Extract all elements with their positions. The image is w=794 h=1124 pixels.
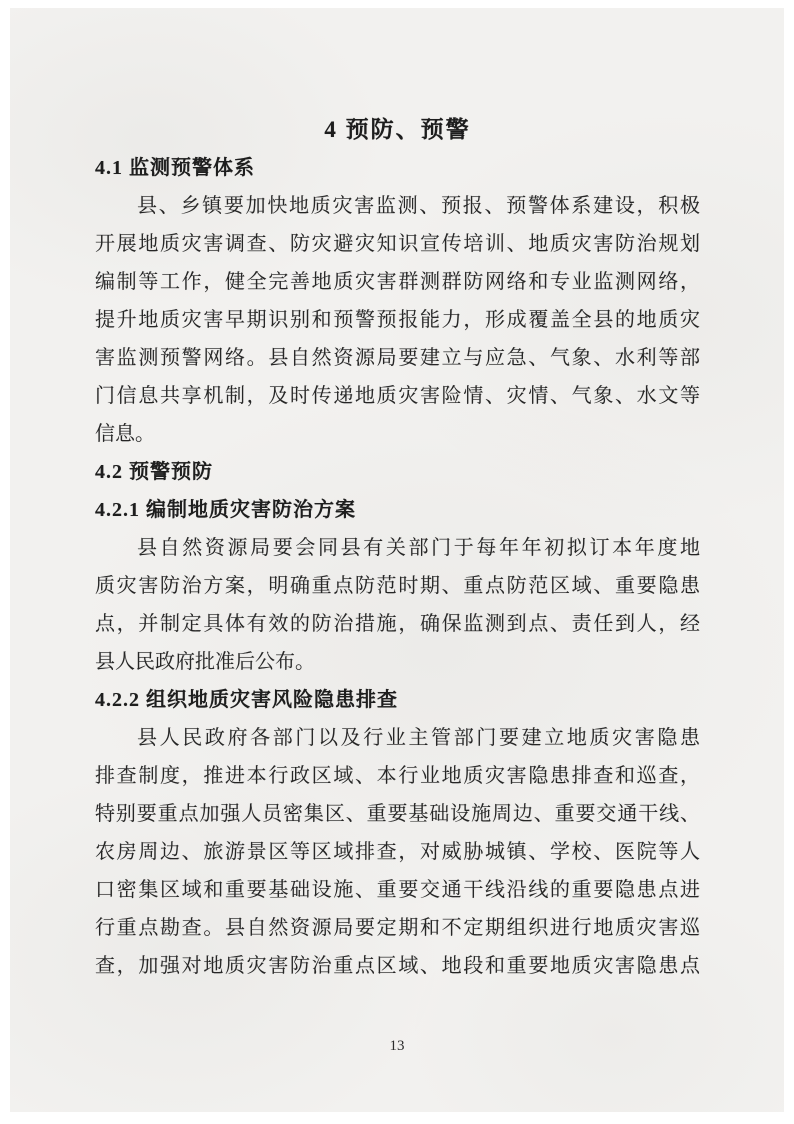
text-line: 查，加强对地质灾害防治重点区域、地段和重要地质灾害隐患点 <box>95 955 700 977</box>
page-title: 4 预防、预警 <box>324 117 471 142</box>
text-line: 害监测预警网络。县自然资源局要建立与应急、气象、水利等部 <box>95 347 700 369</box>
section-heading-4-2-1: 4.2.1 编制地质灾害防治方案 <box>95 499 356 521</box>
text-line: 排查制度，推进本行政区域、本行业地质灾害隐患排查和巡查， <box>95 765 700 787</box>
text-line: 编制等工作，健全完善地质灾害群测群防网络和专业监测网络， <box>95 271 700 293</box>
paragraph-monitoring-system <box>95 187 700 453</box>
text-line: 县人民政府各部门以及行业主管部门要建立地质灾害隐患 <box>137 727 700 749</box>
section-heading-4-2: 4.2 预警预防 <box>95 461 213 483</box>
text-line: 特别要重点加强人员密集区、重要基础设施周边、重要交通干线、 <box>95 803 700 825</box>
paragraph-annual-plan <box>95 529 700 681</box>
text-line: 县自然资源局要会同县有关部门于每年年初拟订本年度地 <box>137 537 700 559</box>
section-heading-4-1: 4.1 监测预警体系 <box>95 157 255 179</box>
text-line: 县、乡镇要加快地质灾害监测、预报、预警体系建设，积极 <box>137 195 700 217</box>
text-line: 口密集区域和重要基础设施、重要交通干线沿线的重要隐患点进 <box>95 879 700 901</box>
text-line: 农房周边、旅游景区等区域排查，对威胁城镇、学校、医院等人 <box>95 841 700 863</box>
text-line: 提升地质灾害早期识别和预警预报能力，形成覆盖全县的地质灾 <box>95 309 700 331</box>
text-line: 信息。 <box>95 423 155 445</box>
text-line: 县人民政府批准后公布。 <box>95 651 315 673</box>
page-number: 13 <box>389 1038 405 1054</box>
text-line: 行重点勘查。县自然资源局要定期和不定期组织进行地质灾害巡 <box>95 917 700 939</box>
section-heading-4-2-2: 4.2.2 组织地质灾害风险隐患排查 <box>95 689 398 711</box>
text-line: 质灾害防治方案，明确重点防范时期、重点防范区域、重要隐患 <box>95 575 700 597</box>
text-line: 点，并制定具体有效的防治措施，确保监测到点、责任到人，经 <box>95 613 700 635</box>
scanned-page <box>10 8 784 1112</box>
document-body <box>95 111 700 985</box>
text-line: 门信息共享机制，及时传递地质灾害险情、灾情、气象、水文等 <box>95 385 700 407</box>
text-line: 开展地质灾害调查、防灾避灾知识宣传培训、地质灾害防治规划 <box>95 233 700 255</box>
paragraph-risk-inspection <box>95 719 700 985</box>
